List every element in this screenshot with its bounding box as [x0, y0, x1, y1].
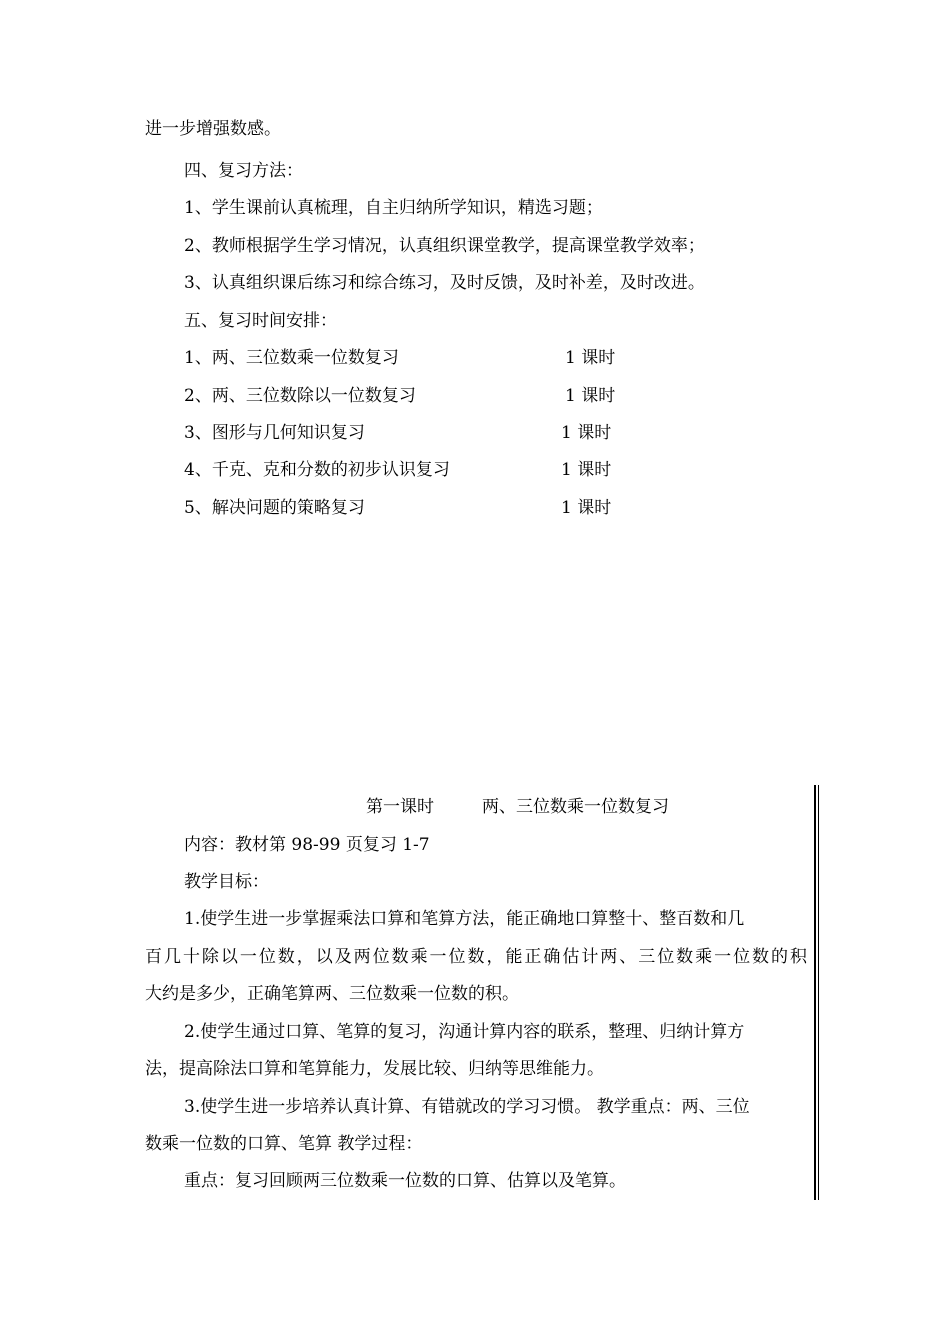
method-item-3: 3、认真组织课后练习和综合练习，及时反馈，及时补差，及时改进。 — [184, 273, 705, 293]
goal-1-line-1: 1.使学生进一步掌握乘法口算和笔算方法，能正确地口算整十、整百数和几 — [184, 909, 745, 929]
intro-tail-text: 进一步增强数感。 — [145, 119, 281, 139]
margin-rule-outer — [814, 785, 816, 1200]
goal-1-line-3: 大约是多少，正确笔算两、三位数乘一位数的积。 — [145, 984, 519, 1004]
lesson-title-period: 第一课时 — [366, 797, 434, 817]
margin-rule-inner — [818, 785, 819, 1200]
schedule-hours-4: 1 课时 — [561, 460, 612, 480]
schedule-topic-5: 5、解决问题的策略复习 — [184, 498, 365, 518]
schedule-hours-2: 1 课时 — [565, 386, 616, 406]
schedule-topic-3: 3、图形与几何知识复习 — [184, 423, 365, 443]
schedule-topic-1: 1、两、三位数乘一位数复习 — [184, 348, 399, 368]
schedule-hours-1: 1 课时 — [565, 348, 616, 368]
goal-1-line-2: 百几十除以一位数，以及两位数乘一位数，能正确估计两、三位数乘一位数的积 — [145, 947, 807, 967]
goal-2-line-1: 2.使学生通过口算、笔算的复习，沟通计算内容的联系，整理、归纳计算方 — [184, 1022, 745, 1042]
goal-2-line-2: 法，提高除法口算和笔算能力，发展比较、归纳等思维能力。 — [145, 1059, 604, 1079]
goal-3-line-1: 3.使学生进一步培养认真计算、有错就改的学习习惯。 教学重点：两、三位 — [184, 1097, 750, 1117]
goals-heading: 教学目标： — [184, 872, 269, 892]
schedule-hours-3: 1 课时 — [561, 423, 612, 443]
schedule-topic-4: 4、千克、克和分数的初步认识复习 — [184, 460, 450, 480]
teaching-focus: 重点：复习回顾两三位数乘一位数的口算、估算以及笔算。 — [184, 1171, 626, 1191]
lesson-content: 内容：教材第 98-99 页复习 1-7 — [184, 835, 430, 855]
method-item-1: 1、学生课前认真梳理，自主归纳所学知识，精选习题； — [184, 198, 603, 218]
methods-heading: 四、复习方法： — [184, 161, 303, 181]
goal-3-line-2: 数乘一位数的口算、笔算 教学过程： — [145, 1134, 423, 1154]
schedule-hours-5: 1 课时 — [561, 498, 612, 518]
schedule-heading: 五、复习时间安排： — [184, 311, 337, 331]
schedule-topic-2: 2、两、三位数除以一位数复习 — [184, 386, 416, 406]
method-item-2: 2、教师根据学生学习情况，认真组织课堂教学，提高课堂教学效率； — [184, 236, 705, 256]
lesson-title-topic: 两、三位数乘一位数复习 — [482, 797, 669, 817]
